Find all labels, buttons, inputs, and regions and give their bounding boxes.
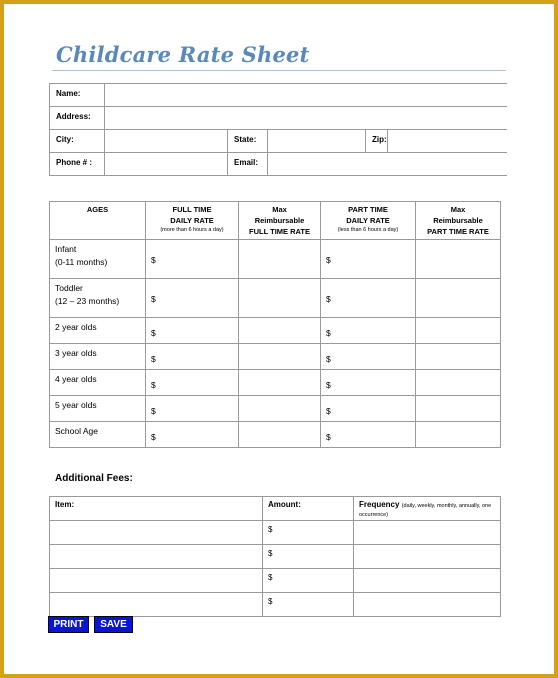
city-label: City: <box>50 130 105 153</box>
max-part-header-line3: PART TIME RATE <box>427 227 489 236</box>
full-time-rate-field[interactable] <box>146 240 239 279</box>
dollar-sign: $ <box>268 573 273 582</box>
dollar-sign: $ <box>326 294 331 304</box>
additional-fees-table <box>49 496 501 617</box>
zip-field[interactable] <box>388 130 508 153</box>
max-full-time-rate-field[interactable] <box>239 422 321 448</box>
full-time-rate-field[interactable] <box>146 422 239 448</box>
dollar-sign: $ <box>326 255 331 265</box>
rate-row <box>50 318 501 344</box>
dollar-sign: $ <box>151 294 156 304</box>
fee-amount-field[interactable] <box>263 521 354 545</box>
full-time-rate-field[interactable] <box>146 344 239 370</box>
dollar-sign: $ <box>268 525 273 534</box>
dollar-sign: $ <box>326 328 331 338</box>
part-time-rate-field[interactable] <box>321 370 416 396</box>
age-group-label: 5 year olds <box>55 400 97 410</box>
part-time-rate-field[interactable] <box>321 422 416 448</box>
full-time-header-note: (more than 6 hours a day) <box>160 227 224 233</box>
full-time-rate-header <box>146 202 239 240</box>
max-full-time-header <box>239 202 321 240</box>
max-part-header-line2: Reimbursable <box>433 216 483 225</box>
age-group-cell <box>50 240 146 279</box>
part-time-rate-header <box>321 202 416 240</box>
age-group-cell <box>50 370 146 396</box>
item-header: Item: <box>50 497 263 521</box>
print-button[interactable]: PRINT <box>48 616 89 633</box>
max-part-time-rate-field[interactable] <box>416 422 501 448</box>
dollar-sign: $ <box>326 354 331 364</box>
rate-row <box>50 240 501 279</box>
state-label: State: <box>228 130 268 153</box>
fee-frequency-field[interactable] <box>354 569 501 593</box>
rate-row <box>50 344 501 370</box>
fee-frequency-field[interactable] <box>354 521 501 545</box>
state-field[interactable] <box>268 130 366 153</box>
part-time-rate-field[interactable] <box>321 318 416 344</box>
age-group-label: 3 year olds <box>55 348 97 358</box>
phone-field[interactable] <box>105 153 228 176</box>
email-field[interactable] <box>268 153 508 176</box>
max-full-header-line2: Reimbursable <box>254 216 305 225</box>
age-group-label: 2 year olds <box>55 322 97 332</box>
fee-row <box>50 569 501 593</box>
rate-row <box>50 370 501 396</box>
part-time-header-line2: DAILY RATE <box>346 216 390 225</box>
fee-amount-field[interactable] <box>263 569 354 593</box>
max-part-time-header <box>416 202 501 240</box>
fee-row <box>50 545 501 569</box>
rate-row <box>50 279 501 318</box>
fee-item-field[interactable] <box>50 569 263 593</box>
rates-table <box>49 201 501 448</box>
full-time-rate-field[interactable] <box>146 279 239 318</box>
title-divider <box>52 70 506 71</box>
age-group-cell <box>50 318 146 344</box>
zip-label: Zip: <box>366 130 388 153</box>
age-range-label: (0-11 months) <box>55 257 108 267</box>
max-part-time-rate-field[interactable] <box>416 370 501 396</box>
frequency-header <box>354 497 501 521</box>
dollar-sign: $ <box>151 432 156 442</box>
max-part-header-line1: Max <box>450 205 466 214</box>
dollar-sign: $ <box>326 380 331 390</box>
max-full-time-rate-field[interactable] <box>239 240 321 279</box>
part-time-rate-field[interactable] <box>321 279 416 318</box>
dollar-sign: $ <box>326 406 331 416</box>
full-time-rate-field[interactable] <box>146 318 239 344</box>
page-title: Childcare Rate Sheet <box>56 42 310 67</box>
part-time-rate-field[interactable] <box>321 396 416 422</box>
max-part-time-rate-field[interactable] <box>416 344 501 370</box>
part-time-rate-field[interactable] <box>321 344 416 370</box>
save-button[interactable]: SAVE <box>94 616 133 633</box>
rate-row <box>50 396 501 422</box>
max-full-header-line1: Max <box>272 205 287 214</box>
max-full-time-rate-field[interactable] <box>239 370 321 396</box>
age-group-cell <box>50 396 146 422</box>
max-part-time-rate-field[interactable] <box>416 279 501 318</box>
age-group-cell <box>50 344 146 370</box>
max-full-time-rate-field[interactable] <box>239 279 321 318</box>
max-part-time-rate-field[interactable] <box>416 318 501 344</box>
fee-row <box>50 521 501 545</box>
age-group-label: 4 year olds <box>55 374 97 384</box>
dollar-sign: $ <box>151 328 156 338</box>
frequency-header-text: Frequency <box>359 500 400 509</box>
age-group-label: Infant <box>55 244 77 254</box>
fee-amount-field[interactable] <box>263 593 354 617</box>
dollar-sign: $ <box>268 597 273 606</box>
full-time-rate-field[interactable] <box>146 370 239 396</box>
address-label: Address: <box>50 107 105 130</box>
fee-frequency-field[interactable] <box>354 545 501 569</box>
dollar-sign: $ <box>151 354 156 364</box>
max-full-time-rate-field[interactable] <box>239 396 321 422</box>
full-time-header-line1: FULL TIME <box>172 205 212 214</box>
fee-item-field[interactable] <box>50 545 263 569</box>
name-field[interactable] <box>105 84 508 107</box>
part-time-rate-field[interactable] <box>321 240 416 279</box>
max-full-time-rate-field[interactable] <box>239 318 321 344</box>
full-time-header-line2: DAILY RATE <box>170 216 214 225</box>
max-part-time-rate-field[interactable] <box>416 396 501 422</box>
phone-label: Phone # : <box>50 153 105 176</box>
rate-row <box>50 422 501 448</box>
age-group-label: Toddler <box>55 283 83 293</box>
age-group-cell <box>50 422 146 448</box>
amount-header: Amount: <box>263 497 354 521</box>
part-time-header-line1: PART TIME <box>348 205 388 214</box>
max-full-time-rate-field[interactable] <box>239 344 321 370</box>
full-time-rate-field[interactable] <box>146 396 239 422</box>
dollar-sign: $ <box>268 549 273 558</box>
contact-info-table <box>49 83 507 176</box>
fee-row <box>50 593 501 617</box>
max-part-time-rate-field[interactable] <box>416 240 501 279</box>
fee-amount-field[interactable] <box>263 545 354 569</box>
dollar-sign: $ <box>151 380 156 390</box>
ages-header-text: AGES <box>86 205 109 214</box>
age-group-cell <box>50 279 146 318</box>
fee-item-field[interactable] <box>50 593 263 617</box>
name-label: Name: <box>50 84 105 107</box>
age-group-label: School Age <box>55 426 99 436</box>
fee-item-field[interactable] <box>50 521 263 545</box>
city-field[interactable] <box>105 130 228 153</box>
part-time-header-note: (less than 6 hours a day) <box>337 227 399 233</box>
additional-fees-heading: Additional Fees: <box>55 473 133 484</box>
dollar-sign: $ <box>151 406 156 416</box>
age-range-label: (12 – 23 months) <box>55 296 120 306</box>
ages-header <box>50 202 146 240</box>
max-full-header-line3: FULL TIME RATE <box>249 227 310 236</box>
dollar-sign: $ <box>326 432 331 442</box>
email-label: Email: <box>228 153 268 176</box>
dollar-sign: $ <box>151 255 156 265</box>
frequency-header-note: (daily, weekly, monthly, annually, one occurrence) <box>359 503 492 518</box>
address-field[interactable] <box>105 107 508 130</box>
fee-frequency-field[interactable] <box>354 593 501 617</box>
